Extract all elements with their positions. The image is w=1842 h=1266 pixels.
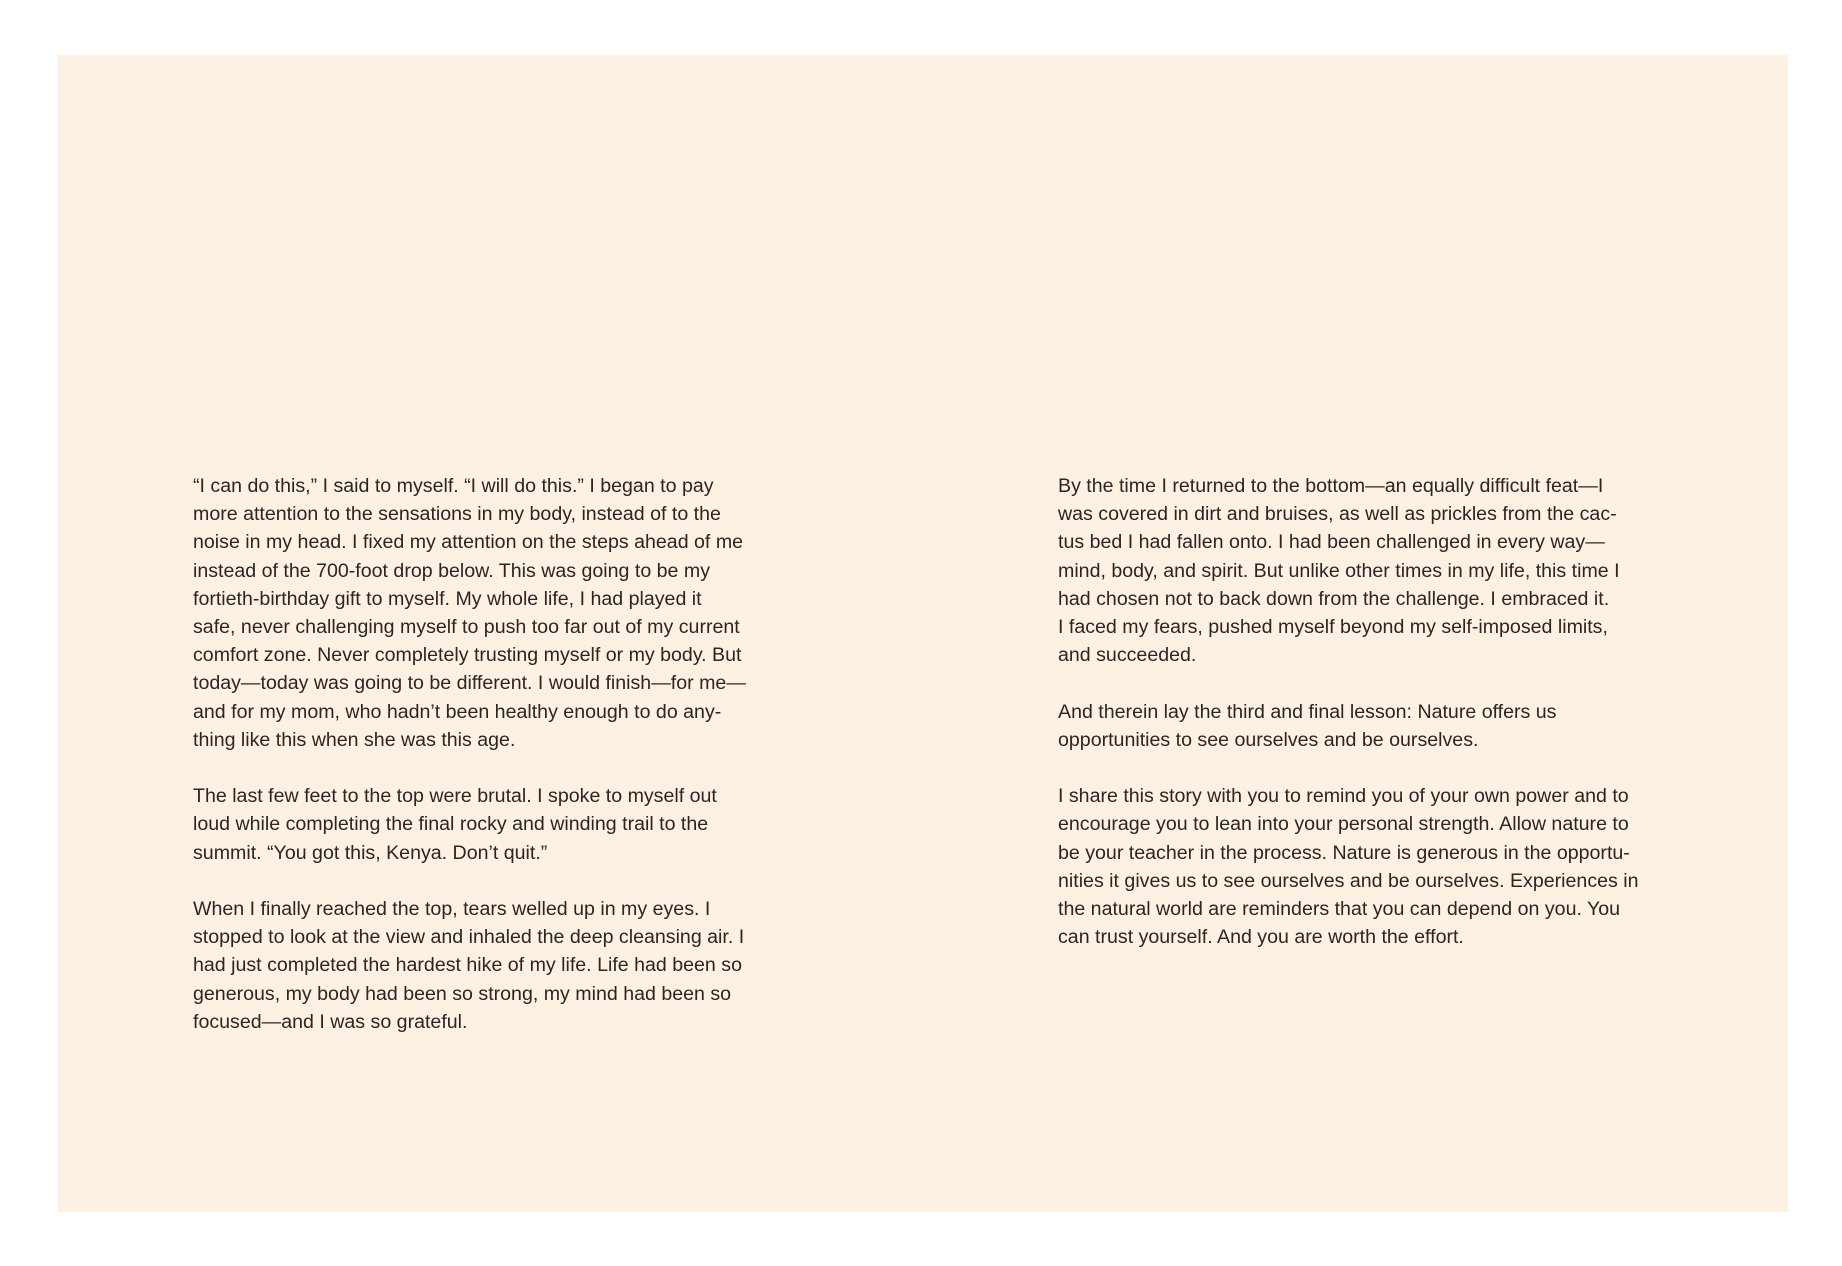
paragraph bbox=[193, 472, 803, 754]
text-line: “I can do this,” I said to myself. “I will do this.” I began to pay bbox=[193, 475, 714, 497]
text-line: today—today was going to be different. I would finish—for me— bbox=[193, 672, 746, 695]
text-line: fortieth-birthday gift to myself. My whole life, I had played it bbox=[193, 587, 702, 610]
text-line: I faced my fears, pushed myself beyond my self-imposed limits, bbox=[1058, 616, 1608, 639]
text-line: instead of the 700-foot drop below. This was going to be my bbox=[193, 559, 711, 582]
paragraph bbox=[193, 782, 803, 867]
left-page-text bbox=[193, 472, 803, 1064]
text-line: The last few feet to the top were brutal. I spoke to myself out bbox=[193, 785, 717, 808]
text-line: noise in my head. I fixed my attention on the steps ahead of me bbox=[193, 531, 744, 554]
book-spread bbox=[58, 55, 1788, 1212]
text-line: encourage you to lean into your personal strength. Allow nature to bbox=[1058, 813, 1629, 836]
text-line: And therein lay the third and final lesson: Nature offers us bbox=[1058, 700, 1557, 723]
text-line: nities it gives us to see ourselves and be ourselves. Experiences in bbox=[1058, 869, 1639, 892]
text-line: tus bed I had fallen onto. I had been challenged in every way— bbox=[1058, 531, 1605, 554]
text-line: had chosen not to back down from the challenge. I embraced it. bbox=[1058, 587, 1610, 610]
text-line: safe, never challenging myself to push too far out of my current bbox=[193, 616, 740, 639]
text-line: mind, body, and spirit. But unlike other times in my life, this time I bbox=[1058, 559, 1620, 582]
text-line: opportunities to see ourselves and be ourselves. bbox=[1058, 728, 1479, 751]
text-line: stopped to look at the view and inhaled the deep cleansing air. I bbox=[193, 926, 745, 949]
text-line: focused—and I was so grateful. bbox=[193, 1010, 468, 1033]
text-line: had just completed the hardest hike of my life. Life had been so bbox=[193, 954, 742, 977]
right-page-text bbox=[1058, 472, 1668, 980]
text-line: be your teacher in the process. Nature is generous in the opportu- bbox=[1058, 841, 1630, 864]
text-line: By the time I returned to the bottom—an equally difficult feat—I bbox=[1058, 475, 1604, 497]
text-line: When I finally reached the top, tears welled up in my eyes. I bbox=[193, 898, 711, 921]
text-line: comfort zone. Never completely trusting myself or my body. But bbox=[193, 644, 742, 667]
paragraph bbox=[1058, 782, 1668, 951]
text-line: the natural world are reminders that you can depend on you. You bbox=[1058, 898, 1621, 921]
text-line: summit. “You got this, Kenya. Don’t quit.” bbox=[193, 841, 548, 864]
text-line: can trust yourself. And you are worth the effort. bbox=[1058, 926, 1464, 949]
text-line: was covered in dirt and bruises, as well as prickles from the cac- bbox=[1058, 503, 1617, 526]
text-line: and for my mom, who hadn’t been healthy enough to do any- bbox=[193, 700, 722, 723]
text-line: generous, my body had been so strong, my mind had been so bbox=[193, 982, 732, 1005]
text-line: more attention to the sensations in my body, instead of to the bbox=[193, 503, 721, 526]
text-line: and succeeded. bbox=[1058, 644, 1197, 667]
text-line: I share this story with you to remind you of your own power and to bbox=[1058, 785, 1629, 808]
paragraph bbox=[1058, 698, 1668, 754]
paragraph bbox=[1058, 472, 1668, 669]
text-line: thing like this when she was this age. bbox=[193, 728, 516, 751]
text-line: loud while completing the final rocky and winding trail to the bbox=[193, 813, 709, 836]
paragraph bbox=[193, 895, 803, 1036]
